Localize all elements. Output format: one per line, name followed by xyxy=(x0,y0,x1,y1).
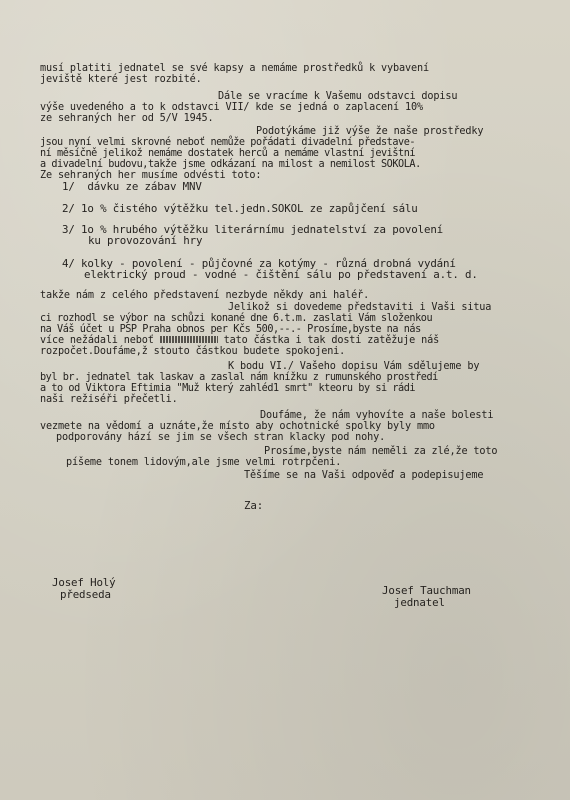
item-2: 2/ 1o % čistého výtěžku tel.jedn.SOKOL ze zapůjčení sálu xyxy=(62,202,418,215)
body-line-25: píšeme tonem lidovým,ale jsme velmi rotrpčeni. xyxy=(66,457,342,468)
body-line-3: Dále se vracíme k Vašemu odstavci dopisu xyxy=(218,91,458,102)
body-line-22-text: vezmete na vědomí a uznáte,že místo aby ochotnické spolky byly xyxy=(40,421,411,432)
body-line-10: Ze sehraných her musíme odvésti toto: xyxy=(40,170,262,181)
za-label: Za: xyxy=(244,499,264,512)
item-4-cont: elektrický proud - vodné - čištění sálu po představení a.t. d. xyxy=(84,268,478,281)
struck-out-text xyxy=(160,335,218,344)
signature-left-name: Josef Holý xyxy=(52,576,116,589)
body-line-19: a to od Viktora Eftimia "Muž který zahléd1 smrt" kteoru by si rádi xyxy=(40,383,416,394)
body-line-16: rozpočet.Doufáme,ž stouto částkou budete spokojeni. xyxy=(40,346,346,357)
item-4: 4/ kolky - povolení - půjčovné za kotýmy - různá drobná vydání xyxy=(62,257,456,270)
body-line-2: jeviště které jest rozbité. xyxy=(40,74,202,85)
overtype-mark: mmo xyxy=(416,421,435,432)
body-line-21: Doufáme, že nám vyhovíte a naše bolesti xyxy=(260,410,494,421)
body-line-17: K bodu VI./ Vašeho dopisu Vám sdělujeme by xyxy=(228,361,480,372)
item-3: 3/ 1o % hrubého výtěžku literárnímu jednatelství za povolení xyxy=(62,223,444,236)
body-line-13: ci rozhodl se výbor na schůzi konané dne 6.t.m. zaslati Vám složenkou xyxy=(40,313,433,324)
body-line-14: na Váš účet u PSP Praha obnos per Kčs 500,--.- Prosíme,byste na nás xyxy=(40,324,421,335)
body-line-4: výše uvedeného a to k odstavci VII/ kde se jedná o zaplacení 10% xyxy=(40,102,423,113)
body-line-15-start: více nežádali neboť xyxy=(40,335,154,346)
signature-right-name: Josef Tauchman xyxy=(382,584,471,597)
body-line-18: byl br. jednatel tak laskav a zaslal nám knížku z rumunského prostředí xyxy=(40,372,438,383)
body-line-23: podporovány hází se jim se všech stran klacky pod nohy. xyxy=(56,432,386,443)
item-3-cont: ku provozování hry xyxy=(88,234,203,247)
body-line-15 xyxy=(40,335,439,346)
body-line-6: Podotýkáme již výše že naše prostředky xyxy=(256,126,484,137)
body-line-1: musí platiti jednatel se své kapsy a nemáme prostředků k vybavení xyxy=(40,63,429,74)
signature-left-title: předseda xyxy=(60,588,111,601)
body-line-7: jsou nyní velmi skrovné neboť nemůže pořádati divadelní představe- xyxy=(40,137,416,148)
body-line-24: Prosíme,byste nám neměli za zlé,že toto xyxy=(264,446,498,457)
body-line-11: takže nám z celého představení nezbyde někdy ani haléř. xyxy=(40,290,370,301)
body-line-5: ze sehraných her od 5/V 1945. xyxy=(40,113,214,124)
item-1: 1/ dávku ze zábav MNV xyxy=(62,180,202,193)
signature-right-title: jednatel xyxy=(394,596,445,609)
closing-line: Těšíme se na Vaši odpověď a podepisujeme xyxy=(244,470,484,481)
body-line-8: ní měsíčně jelikož nemáme dostatek herců a nemáme vlastní jevištní xyxy=(40,148,416,159)
body-line-12: Jelikož si dovedeme představiti i Vaši situa xyxy=(228,302,492,313)
body-line-9: a divadelní budovu,takže jsme odkázaní na milost a nemilost SOKOLA. xyxy=(40,159,421,170)
body-line-20: naši režiséři přečetli. xyxy=(40,394,178,405)
body-line-22 xyxy=(40,421,435,432)
body-line-15-end: tato částka i tak dosti zatěžuje náš xyxy=(223,335,440,346)
